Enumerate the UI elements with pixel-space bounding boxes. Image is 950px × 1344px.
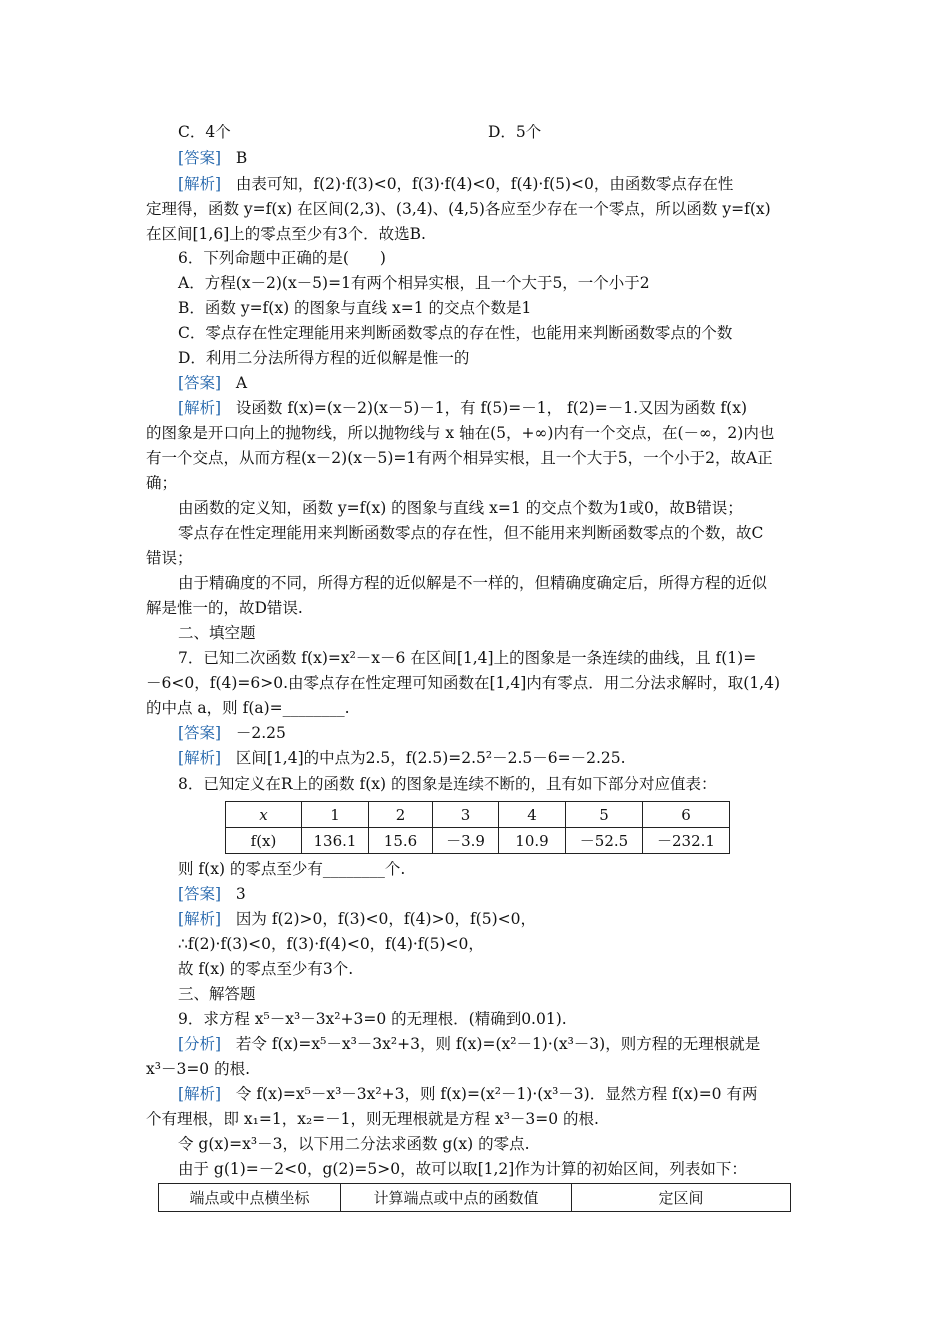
q9-analysis-line-2: x³－3=0 的根. xyxy=(146,1060,251,1078)
q8-explanation-line-2: ∴f(2)·f(3)<0，f(3)·f(4)<0，f(4)·f(5)<0， xyxy=(178,935,484,953)
explanation-tag: [解析] xyxy=(178,1085,222,1103)
explanation-text: 由表可知，f(2)·f(3)<0，f(3)·f(4)<0，f(4)·f(5)<0，由函数零点存在性 xyxy=(235,175,734,193)
q6-explanation-line-3: 有一个交点，从而方程(x－2)(x－5)=1有两个相异实根，且一个大于5，一个小于2，故A正 xyxy=(146,449,773,467)
analysis-text: 若令 f(x)=x⁵－x³－3x²+3，则 f(x)=(x²－1)·(x³－3)，则方程的无理根就是 xyxy=(235,1035,761,1053)
explanation-tag: [解析] xyxy=(178,399,222,417)
answer-tag: [答案] xyxy=(178,724,222,742)
table-header-cell: 4 xyxy=(499,802,566,828)
question-7: 7．已知二次函数 f(x)=x²－x－6 在区间[1,4]上的图象是一条连续的曲线，且 f(1)= xyxy=(178,649,757,667)
q6-explanation-line-9: 解是惟一的，故D错误. xyxy=(146,599,303,617)
option-c xyxy=(178,122,231,142)
q6-explanation-line-5: 由函数的定义知，函数 y=f(x) 的图象与直线 x=1 的交点个数为1或0，故B错误； xyxy=(178,499,743,517)
q6-option-d: D．利用二分法所得方程的近似解是惟一的 xyxy=(178,349,470,367)
q6-explanation-line-4: 确； xyxy=(146,474,178,492)
q6-answer xyxy=(178,373,247,393)
q6-explanation-line xyxy=(178,398,747,418)
explanation-text: 设函数 f(x)=(x－2)(x－5)－1，有 f(5)=－1， f(2)=－1.又因为函数 f(x) xyxy=(235,399,747,417)
table-header-cell: 计算端点或中点的函数值 xyxy=(341,1184,572,1212)
value-table xyxy=(225,801,730,854)
table-row xyxy=(226,802,730,828)
answer-value: －2.25 xyxy=(235,724,286,742)
option-c-text: C．4个 xyxy=(178,123,231,141)
q6-explanation-line-8: 由于精确度的不同，所得方程的近似解是不一样的，但精确度确定后，所得方程的近似 xyxy=(178,574,768,592)
table-header-cell: 定区间 xyxy=(572,1184,791,1212)
table-header-cell: 端点或中点横坐标 xyxy=(159,1184,341,1212)
answer-tag: [答案] xyxy=(178,374,222,392)
q9-explanation-line-2: 个有理根，即 x₁=1，x₂=－1，则无理根就是方程 x³－3=0 的根. xyxy=(146,1110,599,1128)
section-3-heading: 三、解答题 xyxy=(178,985,256,1003)
q6-explanation-line-2: 的图象是开口向上的抛物线，所以抛物线与 x 轴在(5，+∞)内有一个交点，在(－∞，2)内也 xyxy=(146,424,775,442)
table-header-cell: 6 xyxy=(643,802,730,828)
q7-line-3: 的中点 a，则 f(a)=________. xyxy=(146,699,350,717)
table-cell: －52.5 xyxy=(566,828,643,854)
answer-value: A xyxy=(235,374,248,392)
table-cell: 10.9 xyxy=(499,828,566,854)
table-header-cell: 1 xyxy=(302,802,369,828)
answer-value: B xyxy=(235,149,248,167)
q8-blank-line: 则 f(x) 的零点至少有________个. xyxy=(178,860,406,878)
explanation-tag: [解析] xyxy=(178,749,222,767)
table-cell: －3.9 xyxy=(433,828,499,854)
q9-explanation-line-3: 令 g(x)=x³－3，以下用二分法求函数 g(x) 的零点. xyxy=(178,1135,530,1153)
q6-explanation-line-7: 错误； xyxy=(146,549,193,567)
q8-explanation xyxy=(178,909,536,929)
q6-explanation-line-6: 零点存在性定理能用来判断函数零点的存在性，但不能用来判断函数零点的个数，故C xyxy=(178,524,764,542)
answer-tag: [答案] xyxy=(178,149,222,167)
bisection-table xyxy=(158,1183,791,1212)
q5-explanation-line-3: 在区间[1,6]上的零点至少有3个．故选B. xyxy=(146,225,426,243)
table-header-cell: 2 xyxy=(369,802,433,828)
table-cell: 15.6 xyxy=(369,828,433,854)
table-cell: －232.1 xyxy=(643,828,730,854)
table-cell: f(x) xyxy=(226,828,302,854)
explanation-tag: [解析] xyxy=(178,175,222,193)
q8-answer xyxy=(178,884,246,904)
q9-explanation xyxy=(178,1084,757,1104)
q6-option-c: C．零点存在性定理能用来判断函数零点的存在性，也能用来判断函数零点的个数 xyxy=(178,324,733,342)
option-d-text: D．5个 xyxy=(488,123,542,141)
table-cell: 136.1 xyxy=(302,828,369,854)
table-header-cell: 3 xyxy=(433,802,499,828)
q9-analysis xyxy=(178,1034,760,1054)
q6-option-b: B．函数 y=f(x) 的图象与直线 x=1 的交点个数是1 xyxy=(178,299,532,317)
analysis-tag: [分析] xyxy=(178,1035,222,1053)
q6-option-a: A．方程(x－2)(x－5)=1有两个相异实根，且一个大于5，一个小于2 xyxy=(178,274,650,292)
q7-line-2: －6<0，f(4)=6>0.由零点存在性定理可知函数在[1,4]内有零点．用二分法求解时，取(1,4) xyxy=(146,674,781,692)
table-header-cell: x xyxy=(226,802,302,828)
explanation-text: 区间[1,4]的中点为2.5，f(2.5)=2.5²－2.5－6=－2.25. xyxy=(235,749,626,767)
q5-explanation-line xyxy=(178,174,733,194)
explanation-tag: [解析] xyxy=(178,910,222,928)
q7-explanation xyxy=(178,748,626,768)
q5-answer xyxy=(178,148,247,168)
q5-explanation-line-2: 定理得，函数 y=f(x) 在区间(2,3)、(3,4)、(4,5)各应至少存在一个零点，所以函数 y=f(x) xyxy=(146,200,771,218)
question-9: 9．求方程 x⁵－x³－3x²+3=0 的无理根．(精确到0.01). xyxy=(178,1010,567,1028)
question-6: 6．下列命题中正确的是( ) xyxy=(178,249,386,267)
table-row xyxy=(226,828,730,854)
explanation-text: 令 f(x)=x⁵－x³－3x²+3，则 f(x)=(x²－1)·(x³－3)．显然方程 f(x)=0 有两 xyxy=(235,1085,758,1103)
section-2-heading: 二、填空题 xyxy=(178,624,256,642)
answer-value: 3 xyxy=(235,885,246,903)
table-header-cell: 5 xyxy=(566,802,643,828)
explanation-text: 因为 f(2)>0，f(3)<0，f(4)>0，f(5)<0， xyxy=(235,910,536,928)
q8-explanation-line-3: 故 f(x) 的零点至少有3个. xyxy=(178,960,354,978)
q7-answer xyxy=(178,723,286,743)
answer-tag: [答案] xyxy=(178,885,222,903)
table-row xyxy=(159,1184,791,1212)
q9-explanation-line-4: 由于 g(1)=－2<0，g(2)=5>0，故可以取[1,2]作为计算的初始区间，列表如下： xyxy=(178,1160,747,1178)
option-d xyxy=(488,122,541,142)
question-8: 8．已知定义在R上的函数 f(x) 的图象是连续不断的，且有如下部分对应值表： xyxy=(178,775,717,793)
